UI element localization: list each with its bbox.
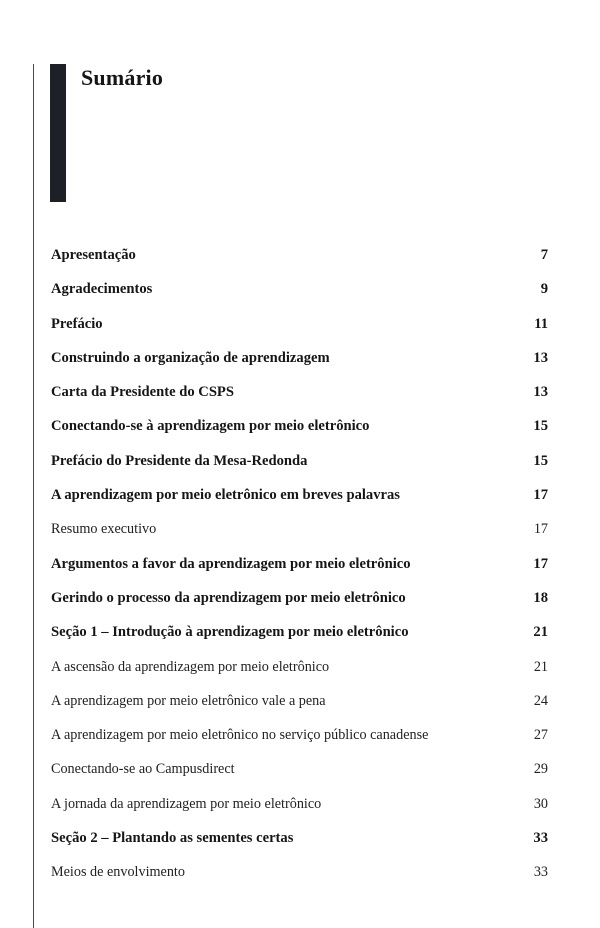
toc-entry bbox=[51, 444, 548, 478]
toc-entry-label: Resumo executivo bbox=[51, 521, 157, 538]
toc-entry-label: A aprendizagem por meio eletrônico em breves palavras bbox=[51, 487, 400, 504]
toc-entry bbox=[51, 718, 548, 752]
toc-entry-label: Conectando-se ao Campusdirect bbox=[51, 761, 235, 778]
toc-entry bbox=[51, 615, 548, 649]
page-title: Sumário bbox=[81, 65, 164, 90]
toc-entry-page-number: 15 bbox=[533, 452, 548, 469]
toc-entry-label: A aprendizagem por meio eletrônico vale a pena bbox=[51, 692, 326, 709]
toc-entry-label: Conectando-se à aprendizagem por meio eletrônico bbox=[51, 418, 370, 435]
toc-entry-page-number: 29 bbox=[533, 761, 548, 778]
toc-entry-page-number: 18 bbox=[533, 589, 548, 606]
toc-entry-page-number: 21 bbox=[533, 658, 548, 675]
toc-entry-label: Gerindo o processo da aprendizagem por meio eletrônico bbox=[51, 589, 406, 606]
toc-entry bbox=[51, 238, 548, 272]
toc-entry-page-number: 9 bbox=[540, 281, 548, 298]
toc-entry bbox=[51, 409, 548, 443]
toc-entry-page-number: 27 bbox=[533, 727, 548, 744]
toc-entry-label: Seção 1 – Introdução à aprendizagem por meio eletrônico bbox=[51, 624, 409, 641]
toc-entry-label: Meios de envolvimento bbox=[51, 864, 185, 881]
toc-entry-page-number: 13 bbox=[533, 384, 548, 401]
toc-entry bbox=[51, 341, 548, 375]
toc-entry-page-number: 7 bbox=[540, 247, 548, 263]
toc-entry-label: A ascensão da aprendizagem por meio eletrônico bbox=[51, 658, 330, 675]
toc-entry-page-number: 33 bbox=[533, 830, 548, 847]
toc-entry-label: Carta da Presidente do CSPS bbox=[51, 384, 234, 401]
toc-entry-page-number: 33 bbox=[533, 864, 548, 881]
toc-entry-label: Construindo a organização de aprendizagem bbox=[51, 349, 330, 366]
toc-entry-label: A jornada da aprendizagem por meio eletrônico bbox=[51, 795, 322, 812]
toc-entry-page-number: 24 bbox=[533, 692, 548, 709]
margin-rule bbox=[33, 64, 34, 928]
toc-entry-label: Apresentação bbox=[51, 247, 136, 263]
toc-entry-page-number: 30 bbox=[533, 795, 548, 812]
toc-entry bbox=[51, 307, 548, 341]
toc-entry-page-number: 15 bbox=[533, 418, 548, 435]
toc-entry-page-number: 21 bbox=[533, 624, 548, 641]
toc-entry bbox=[51, 752, 548, 786]
toc-entry-label: Prefácio bbox=[51, 315, 103, 332]
title-accent-bar bbox=[50, 64, 66, 202]
toc-entry bbox=[51, 581, 548, 615]
toc-entry bbox=[51, 547, 548, 581]
toc-entry-label: Seção 2 – Plantando as sementes certas bbox=[51, 830, 294, 847]
toc-entry bbox=[51, 684, 548, 718]
toc-entry-label: A aprendizagem por meio eletrônico no serviço público canadense bbox=[51, 727, 429, 744]
toc-entry bbox=[51, 478, 548, 512]
toc-entry-page-number: 11 bbox=[534, 315, 548, 332]
toc-entry-page-number: 17 bbox=[533, 521, 548, 538]
table-of-contents bbox=[51, 238, 548, 890]
toc-entry bbox=[51, 787, 548, 821]
toc-entry-page-number: 13 bbox=[533, 349, 548, 366]
toc-entry bbox=[51, 650, 548, 684]
toc-entry-label: Agradecimentos bbox=[51, 281, 153, 298]
toc-entry-page-number: 17 bbox=[533, 487, 548, 504]
toc-entry bbox=[51, 512, 548, 546]
toc-entry-page-number: 17 bbox=[533, 555, 548, 572]
toc-entry-label: Argumentos a favor da aprendizagem por meio eletrônico bbox=[51, 555, 411, 572]
toc-entry bbox=[51, 821, 548, 855]
toc-entry bbox=[51, 855, 548, 889]
toc-entry bbox=[51, 375, 548, 409]
toc-entry-label: Prefácio do Presidente da Mesa-Redonda bbox=[51, 452, 308, 469]
toc-entry bbox=[51, 272, 548, 306]
